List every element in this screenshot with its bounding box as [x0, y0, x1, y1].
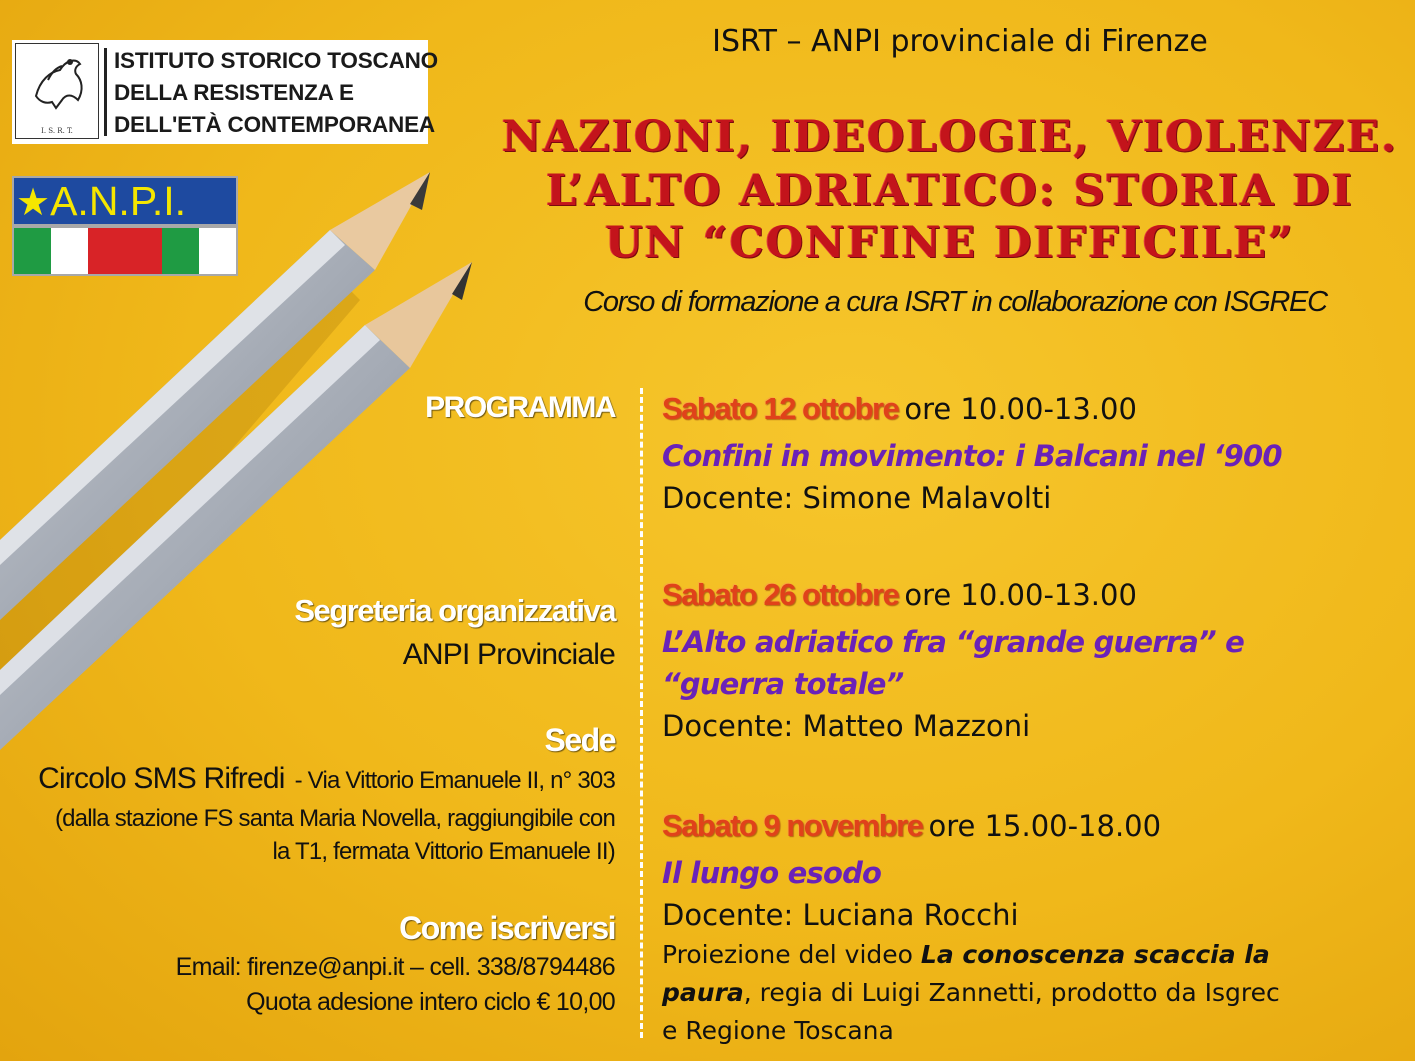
session-2 — [662, 574, 1392, 747]
sede-address: - Via Vittorio Emanuele II, n° 303 — [294, 767, 615, 794]
video-credits-2: e Regione Toscana — [662, 1016, 894, 1045]
session-time: ore 15.00-18.00 — [928, 809, 1162, 843]
title-line-2: L’ALTO ADRIATICO: STORIA DI — [546, 166, 1354, 216]
session-time: ore 10.00-13.00 — [904, 392, 1137, 426]
star-icon: ★ — [16, 182, 51, 224]
video-title-1: La conoscenza scaccia la — [920, 940, 1270, 969]
session-date: Sabato 12 ottobre — [662, 391, 899, 426]
flag-red-stripe — [125, 228, 162, 274]
session-1 — [662, 388, 1392, 519]
session-title: Confini in movimento: i Balcani nel ‘900 — [662, 439, 1282, 473]
isrt-divider — [104, 48, 107, 136]
contact-info: Email: firenze@anpi.it – cell. 338/8794486 — [175, 953, 615, 981]
title-line-3: UN “CONFINE DIFFICILE” — [605, 218, 1295, 268]
flag-white-stripe — [51, 228, 88, 274]
anpi-banner — [12, 176, 238, 226]
anpi-logo — [12, 176, 238, 276]
flag-red-stripe — [88, 228, 125, 274]
session-teacher: Docente: Simone Malavolti — [662, 481, 1052, 515]
video-credits-1: , regia di Luigi Zannetti, prodotto da Isgrec — [743, 978, 1280, 1007]
isrt-logo — [12, 40, 438, 144]
flag-green-stripe — [162, 228, 199, 274]
dashed-divider — [640, 388, 643, 1038]
isrt-name-line-3: DELL'ETÀ CONTEMPORANEA — [114, 112, 435, 137]
programma-label: PROGRAMMA — [425, 391, 615, 424]
session-teacher: Docente: Matteo Mazzoni — [662, 709, 1031, 743]
anpi-flags — [12, 226, 238, 276]
session-date: Sabato 26 ottobre — [662, 577, 899, 612]
sede-name: Circolo SMS Rifredi — [38, 762, 285, 795]
flag-green-stripe — [14, 228, 51, 274]
isrt-emblem-text: I. S. R. T. — [41, 127, 73, 135]
title-line-1: NAZIONI, IDEOLOGIE, VIOLENZE. — [501, 112, 1399, 162]
sede-label: Sede — [544, 722, 615, 758]
session-date: Sabato 9 novembre — [662, 808, 923, 843]
segreteria-label: Segreteria organizzativa — [294, 593, 615, 628]
horse-rider-emblem-icon — [26, 50, 90, 116]
session-title-cont: “guerra totale” — [662, 667, 904, 701]
isrt-emblem — [15, 43, 99, 139]
isrt-name-line-2: DELLA RESISTENZA E — [114, 80, 354, 105]
session-time: ore 10.00-13.00 — [904, 578, 1137, 612]
session-teacher: Docente: Luciana Rocchi — [662, 898, 1019, 932]
flag-white-stripe — [199, 228, 236, 274]
anpi-text: A.N.P.I. — [50, 178, 187, 224]
sede-directions-2: la T1, fermata Vittorio Emanuele II) — [272, 838, 615, 865]
session-3 — [662, 805, 1392, 1050]
session-title: Il lungo esodo — [662, 856, 882, 890]
session-title: L’Alto adriatico fra “grande guerra” e — [662, 625, 1245, 659]
organizers-line: ISRT – ANPI provinciale di Firenze — [712, 24, 1208, 59]
video-title-2: paura — [662, 978, 744, 1007]
session-video-note — [662, 936, 1392, 1050]
sede-line — [38, 762, 615, 796]
segreteria-value: ANPI Provinciale — [402, 638, 615, 671]
isrt-name-line-1: ISTITUTO STORICO TOSCANO — [114, 48, 438, 73]
video-prefix: Proiezione del video — [662, 940, 913, 969]
iscriversi-label: Come iscriversi — [399, 910, 615, 946]
fee-info: Quota adesione intero ciclo € 10,00 — [246, 988, 615, 1016]
course-subtitle: Corso di formazione a cura ISRT in collaborazione con ISGREC — [583, 286, 1327, 318]
sede-directions-1: (dalla stazione FS santa Maria Novella, raggiungibile con — [54, 805, 615, 832]
